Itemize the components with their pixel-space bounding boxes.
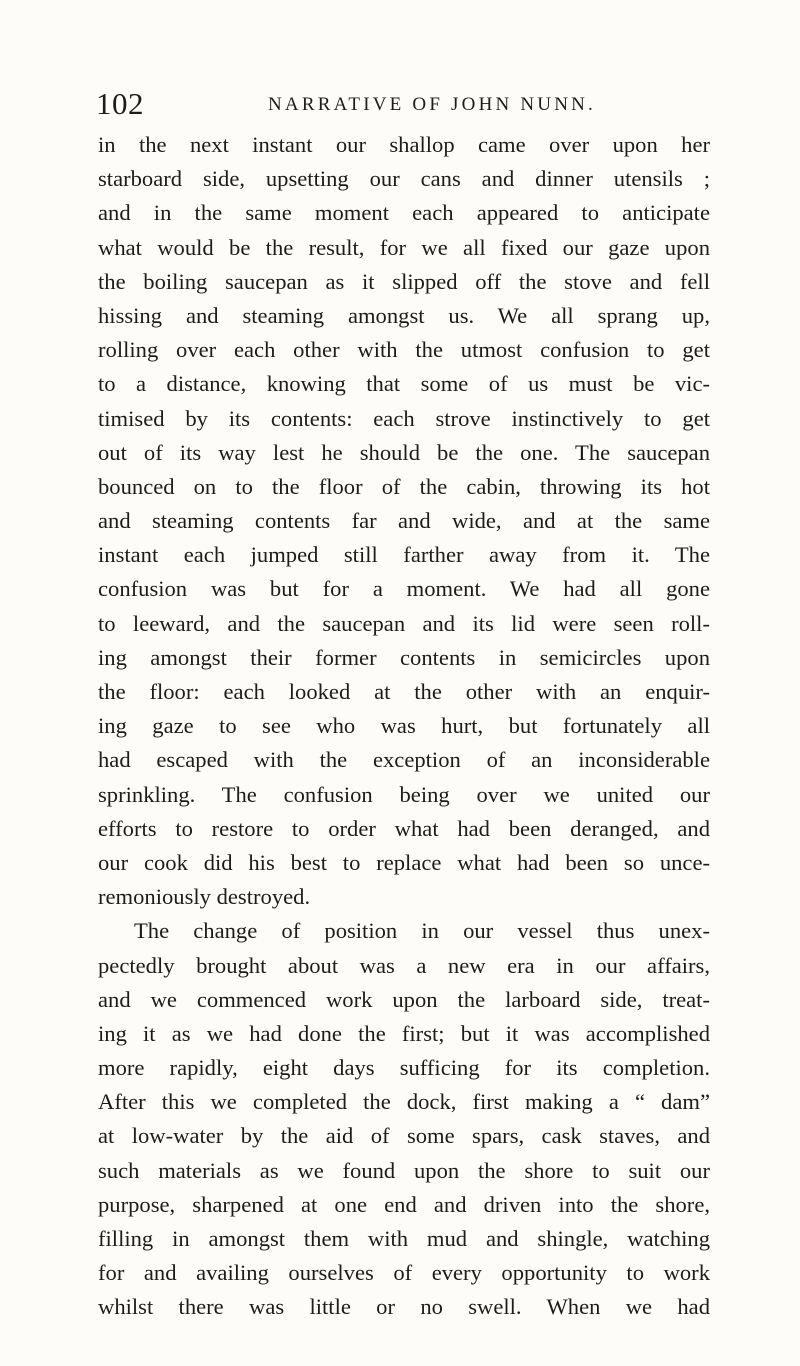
text-line: and steaming contents far and wide, and at the same — [98, 508, 710, 534]
text-line: at low-water by the aid of some spars, cask staves, and — [98, 1123, 710, 1149]
text-line: the boiling saucepan as it slipped off the stove and fell — [98, 268, 710, 294]
text-line: out of its way lest he should be the one. The saucepan — [98, 439, 710, 465]
text-line: in the next instant our shallop came over upon her — [98, 132, 710, 157]
body-text — [98, 128, 710, 1325]
text-line: filling in amongst them with mud and shingle, watching — [98, 1226, 710, 1251]
text-line: had escaped with the exception of an inconsiderable — [98, 747, 710, 773]
text-line: such materials as we found upon the shore to suit our — [98, 1157, 710, 1183]
text-line: and in the same moment each appeared to anticipate — [98, 200, 710, 226]
text-line: the floor: each looked at the other with an enquir- — [98, 679, 710, 704]
text-line: sprinkling. The confusion being over we united our — [98, 781, 710, 807]
page-number: 102 — [96, 86, 144, 121]
text-line: efforts to restore to order what had been deranged, and — [98, 815, 710, 841]
text-line: hissing and steaming amongst us. We all sprang up, — [98, 302, 710, 328]
text-line: whilst there was little or no swell. When we had — [98, 1294, 710, 1320]
paragraph-start-line: The change of position in our vessel thus unex- — [134, 918, 710, 944]
text-line: pectedly brought about was a new era in our affairs, — [98, 952, 710, 978]
text-line: purpose, sharpened at one end and driven into the shore, — [98, 1191, 710, 1217]
running-head — [0, 84, 800, 124]
text-line: ing amongst their former contents in semicircles upon — [98, 644, 710, 670]
text-line: starboard side, upsetting our cans and dinner utensils ; — [98, 166, 710, 192]
text-line: to a distance, knowing that some of us must be vic- — [98, 371, 710, 397]
text-line: for and availing ourselves of every opportunity to work — [98, 1260, 710, 1286]
running-title: NARRATIVE OF JOHN NUNN. — [268, 94, 596, 115]
text-line: ing gaze to see who was hurt, but fortunately all — [98, 713, 710, 739]
text-line: more rapidly, eight days sufficing for its completion. — [98, 1055, 710, 1081]
text-line: After this we completed the dock, first making a “ dam” — [98, 1089, 710, 1115]
text-line: to leeward, and the saucepan and its lid were seen roll- — [98, 610, 710, 636]
text-line: bounced on to the floor of the cabin, throwing its hot — [98, 473, 710, 499]
text-line: timised by its contents: each strove instinctively to get — [98, 405, 710, 431]
text-line: remoniously destroyed. — [98, 884, 311, 910]
text-line: rolling over each other with the utmost confusion to get — [98, 337, 710, 363]
text-line: confusion was but for a moment. We had all gone — [98, 576, 710, 602]
text-line: ing it as we had done the first; but it was accomplished — [98, 1020, 710, 1046]
text-line: and we commenced work upon the larboard side, treat- — [98, 986, 710, 1012]
text-line: our cook did his best to replace what had been so unce- — [98, 849, 710, 875]
text-line: what would be the result, for we all fixed our gaze upon — [98, 234, 710, 260]
text-line: instant each jumped still farther away from it. The — [98, 542, 710, 568]
